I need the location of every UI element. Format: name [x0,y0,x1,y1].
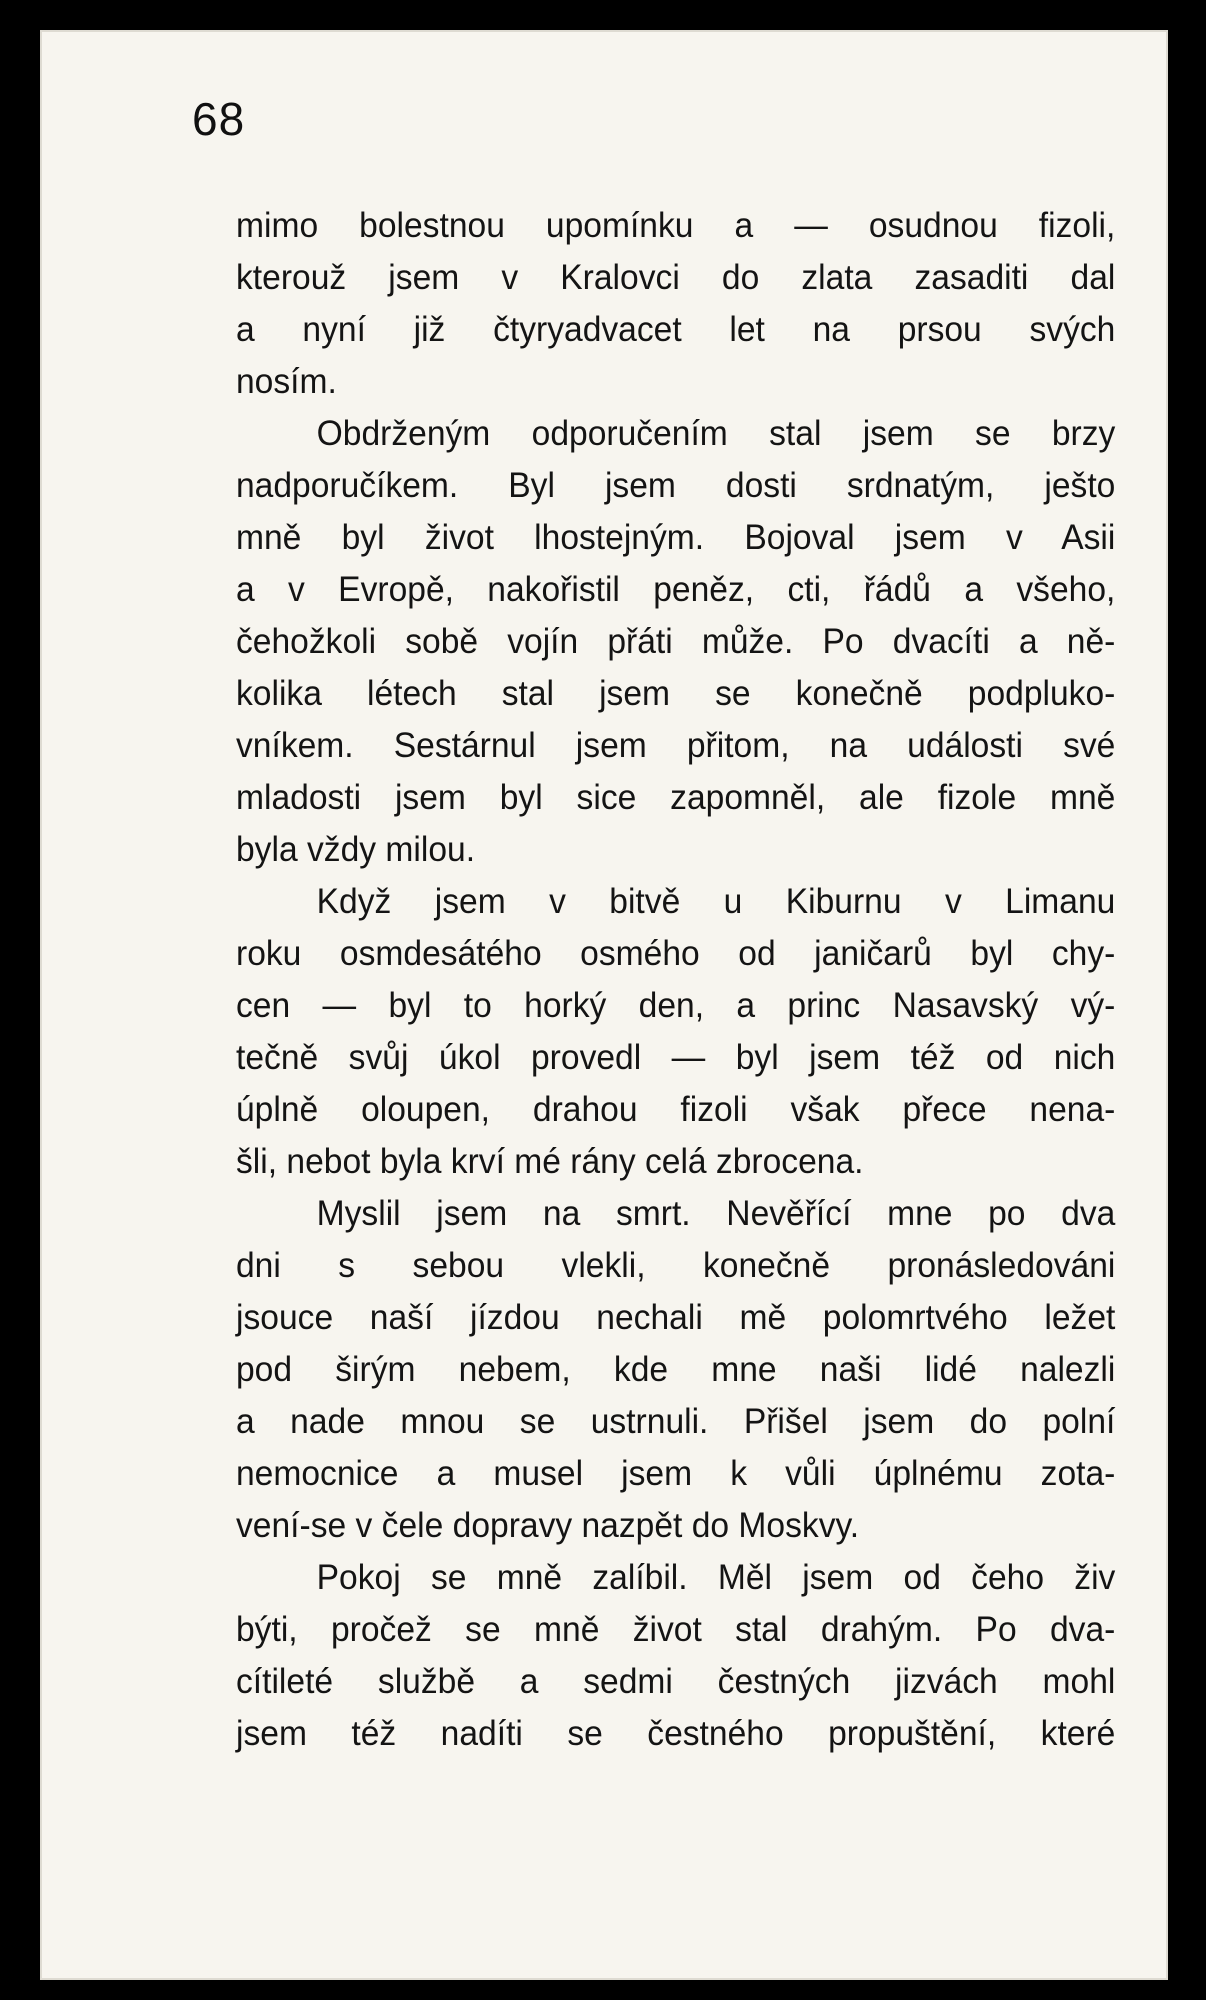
text-line: kolika létech stal jsem se konečně podpluko- [236,674,1116,713]
text-line: nemocnice a musel jsem k vůli úplnému zota- [236,1454,1116,1493]
text-line: nosím. [236,362,337,401]
body-text [236,200,1115,1760]
scan-border [1168,0,1206,2000]
text-line: úplně oloupen, drahou fizoli však přece nena- [236,1090,1116,1129]
text-line: čehožkoli sobě vojín přáti může. Po dvacíti a ně- [236,622,1116,661]
text-line: a nade mnou se ustrnuli. Přišel jsem do polní [236,1402,1116,1441]
text-line: nadporučíkem. Byl jsem dosti srdnatým, ješto [236,466,1116,505]
page-number: 68 [192,93,246,145]
text-line: a v Evropě, nakořistil peněz, cti, řádů a všeho, [236,570,1116,609]
text-line: cen — byl to horký den, a princ Nasavský vý- [236,986,1116,1025]
text-line: byla vždy milou. [236,830,476,869]
book-page [40,30,1168,1980]
text-line: pod širým nebem, kde mne naši lidé nalezli [236,1350,1116,1389]
text-line: jsem též nadíti se čestného propuštění, které [236,1714,1116,1753]
text-line: roku osmdesátého osmého od janičarů byl chy- [236,934,1116,973]
text-line: šli, nebot byla krví mé rány celá zbrocena. [236,1142,864,1181]
text-line: mladosti jsem byl sice zapomněl, ale fizole mně [236,778,1116,817]
text-line: mimo bolestnou upomínku a — osudnou fizoli, [236,206,1116,245]
text-line: jsouce naší jízdou nechali mě polomrtvého ležet [236,1298,1116,1337]
text-line: a nyní již čtyryadvacet let na prsou svých [236,310,1116,349]
text-line: cítileté službě a sedmi čestných jizvách mohl [236,1662,1116,1701]
text-line: Když jsem v bitvě u Kiburnu v Limanu [316,882,1116,921]
text-line: vení-se v čele dopravy nazpět do Moskvy. [236,1506,860,1545]
text-line: býti, pročež se mně život stal drahým. Po dva- [236,1610,1116,1649]
text-line: mně byl život lhostejným. Bojoval jsem v Asii [236,518,1116,557]
text-line: Myslil jsem na smrt. Nevěřící mne po dva [316,1194,1116,1233]
text-line: Obdrženým odporučením stal jsem se brzy [316,414,1116,453]
text-line: tečně svůj úkol provedl — byl jsem též od nich [236,1038,1116,1077]
text-line: kterouž jsem v Kralovci do zlata zasaditi dal [236,258,1116,297]
text-line: Pokoj se mně zalíbil. Měl jsem od čeho živ [316,1558,1116,1597]
text-line: vníkem. Sestárnul jsem přitom, na události své [236,726,1116,765]
text-line: dni s sebou vlekli, konečně pronásledováni [236,1246,1116,1285]
